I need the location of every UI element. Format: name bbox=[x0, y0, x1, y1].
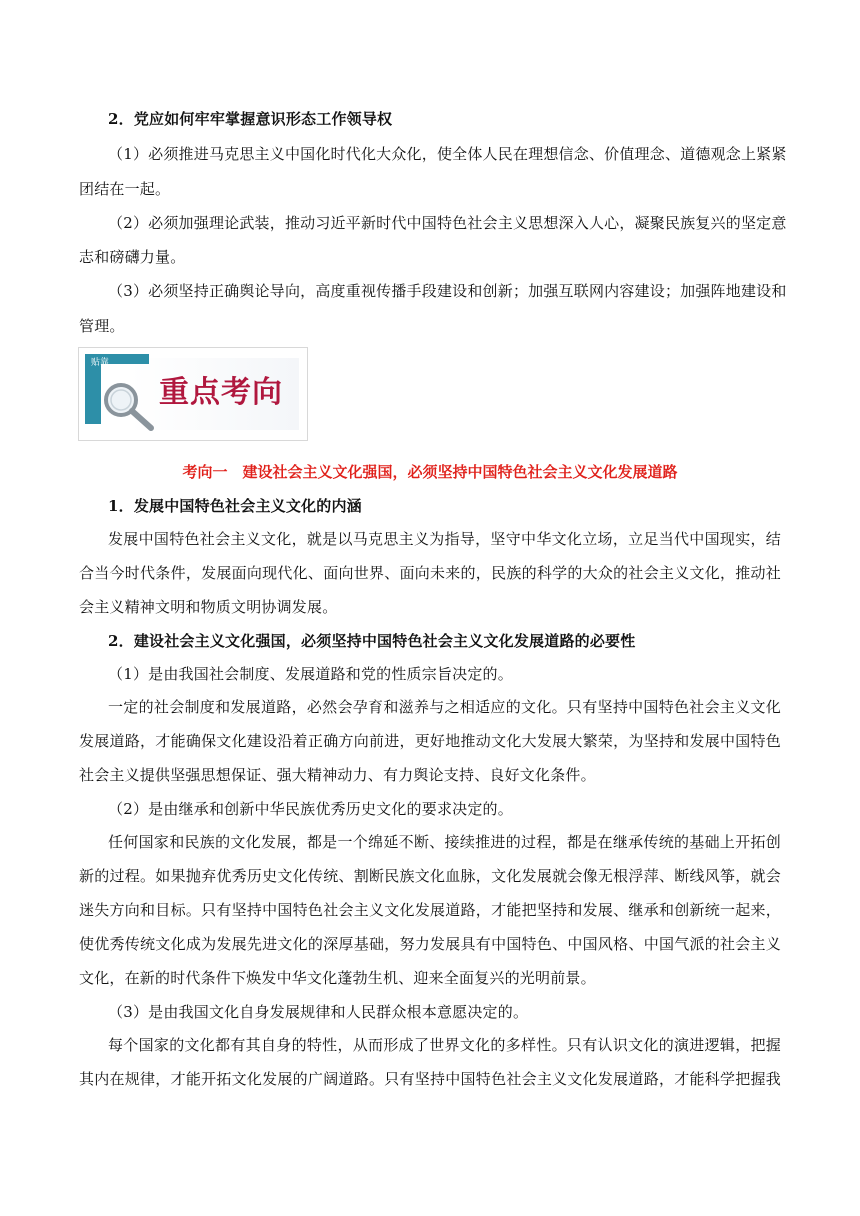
paragraph-line: 新的过程。如果抛弃优秀历史文化传统、割断民族文化血脉，文化发展就会像无根浮萍、断线风筝，就会 bbox=[79, 867, 781, 885]
paragraph-line: 一定的社会制度和发展道路，必然会孕育和滋养与之相适应的文化。只有坚持中国特色社会主义文化 bbox=[108, 698, 781, 716]
paragraph-line: 使优秀传统文化成为发展先进文化的深厚基础，努力发展具有中国特色、中国风格、中国气派的社会主义 bbox=[79, 935, 781, 953]
paragraph-line: 社会主义提供坚强思想保证、强大精神动力、有力舆论支持、良好文化条件。 bbox=[79, 766, 596, 784]
paragraph-line: 管理。 bbox=[79, 317, 125, 335]
paragraph-line: 合当今时代条件，发展面向现代化、面向世界、面向未来的，民族的科学的大众的社会主义文化，推动社 bbox=[79, 564, 781, 582]
paragraph-line: 文化，在新的时代条件下焕发中华文化蓬勃生机、迎来全面复兴的光明前景。 bbox=[79, 969, 596, 987]
subpoint-heading: （2）是由继承和创新中华民族优秀历史文化的要求决定的。 bbox=[108, 800, 513, 818]
paragraph-line: 迷失方向和目标。只有坚持中国特色社会主义文化发展道路，才能把坚持和发展、继承和创新统一起来， bbox=[79, 901, 781, 919]
paragraph-line: 志和磅礴力量。 bbox=[79, 248, 186, 266]
point2-heading: 2．建设社会主义文化强国，必须坚持中国特色社会主义文化发展道路的必要性 bbox=[108, 632, 636, 650]
banner-small-text: 贴靠 bbox=[91, 358, 110, 368]
magnifier-icon bbox=[99, 378, 157, 434]
paragraph-line: 发展道路，才能确保文化建设沿着正确方向前进，更好地推动文化大发展大繁荣，为坚持和发展中国特色 bbox=[79, 732, 781, 750]
paragraph-line: 每个国家的文化都有其自身的特性，从而形成了世界文化的多样性。只有认识文化的演进逻辑，把握 bbox=[108, 1036, 781, 1054]
paragraph-line: 发展中国特色社会主义文化，就是以马克思主义为指导，坚守中华文化立场，立足当代中国现实，结 bbox=[108, 530, 781, 548]
paragraph-line: （2）必须加强理论武装，推动习近平新时代中国特色社会主义思想深入人心，凝聚民族复兴的坚定意 bbox=[108, 214, 787, 232]
paragraph-line: （1）必须推进马克思主义中国化时代化大众化，使全体人民在理想信念、价值理念、道德观念上紧紧 bbox=[108, 145, 787, 163]
section-heading-leadership: 2．党应如何牢牢掌握意识形态工作领导权 bbox=[108, 110, 393, 128]
key-directions-banner bbox=[78, 347, 308, 441]
subpoint-heading: （1）是由我国社会制度、发展道路和党的性质宗旨决定的。 bbox=[108, 665, 513, 683]
paragraph-line: 会主义精神文明和物质文明协调发展。 bbox=[79, 598, 338, 616]
paragraph-line: 任何国家和民族的文化发展，都是一个绵延不断、接续推进的过程，都是在继承传统的基础上开拓创 bbox=[108, 833, 781, 851]
banner-title: 重点考向 bbox=[159, 375, 283, 410]
paragraph-line: （3）必须坚持正确舆论导向，高度重视传播手段建设和创新；加强互联网内容建设；加强阵地建设和 bbox=[108, 282, 787, 300]
paragraph-line: 团结在一起。 bbox=[79, 180, 171, 198]
paragraph-line: 其内在规律，才能开拓文化发展的广阔道路。只有坚持中国特色社会主义文化发展道路，才能科学把握我 bbox=[79, 1070, 781, 1088]
direction-one-heading: 考向一 建设社会主义文化强国，必须坚持中国特色社会主义文化发展道路 bbox=[182, 463, 678, 481]
point1-heading: 1．发展中国特色社会主义文化的内涵 bbox=[108, 497, 362, 515]
subpoint-heading: （3）是由我国文化自身发展规律和人民群众根本意愿决定的。 bbox=[108, 1003, 529, 1021]
